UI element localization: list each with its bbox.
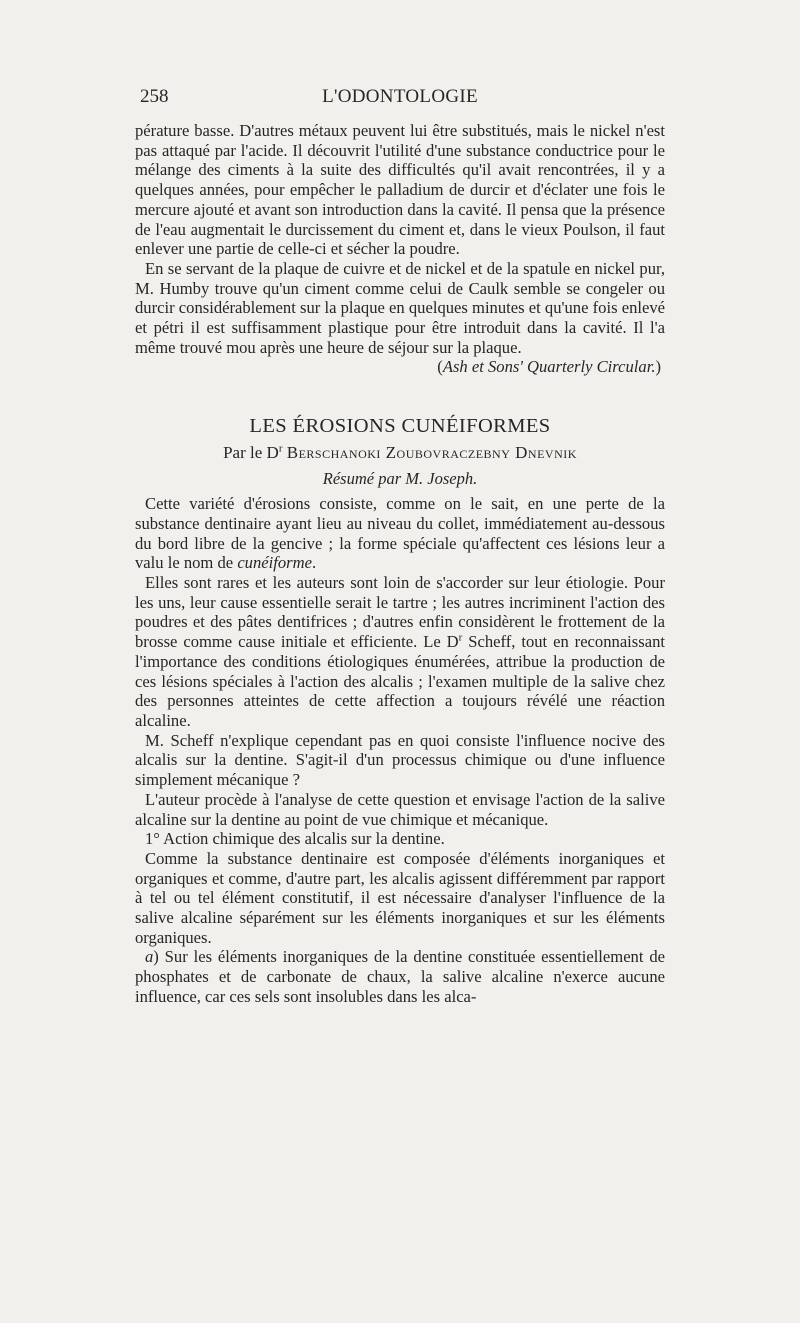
byline-author: Berschanoki Zoubovraczebny Dnevnik <box>286 442 577 462</box>
paragraph-text: Scheff, tout en reconnaissant l'importance des conditions étiologiques énumérées, attribue la production de ces lésions spéciales à l'action des alcalis ; l'examen multiple de la salive chez des personnes atteintes de cette affection a toujours révélé une réaction alcaline. <box>135 632 665 730</box>
section-heading: 1° Action chimique des alcalis sur la dentine. <box>145 829 445 849</box>
paragraph-text: ) Sur les éléments inorganiques de la dentine constituée essentiellement de phosphates et de carbonate de chaux, la salive alcaline n'exerce aucune influence, car ces sels sont insolubles dans les alca- <box>135 947 665 1006</box>
citation-source: Ash et Sons' Quarterly Circular. <box>442 357 656 377</box>
citation-close: ) <box>655 357 661 377</box>
paragraph-text: Elles sont rares et les auteurs sont loin de s'accorder sur leur étiologie. Pour les uns, leur cause essentielle serait le tartre ; les autres incriminent l'action des poudres et des pâtes dentifrices ; d'autres enfin considèrent le frottement de la brosse comme cause initiale et efficiente. Le D <box>135 573 665 652</box>
running-title: L'ODONTOLOGIE <box>322 86 478 107</box>
article-title: LES ÉROSIONS CUNÉIFORMES <box>249 415 551 438</box>
paragraph: L'auteur procède à l'analyse de cette question et envisage l'action de la salive alcaline sur la dentine au point de vue chimique et mécanique. <box>135 789 665 829</box>
paragraph-text: Cette variété d'érosions consiste, comme on le sait, en une perte de la substance dentinaire ayant lieu au niveau du collet, immédiatement au-dessous du bord libre de la gencive ; la forme spéciale qu'affectent ces lésions leur a valu le nom de <box>135 494 665 573</box>
page-number: 258 <box>140 86 169 107</box>
italic-term: cunéiforme <box>237 553 312 573</box>
page-body <box>135 121 665 1007</box>
paragraph: M. Scheff n'explique cependant pas en quoi consiste l'influence nocive des alcalis sur la dentine. S'agit-il d'un processus chimique ou d'une influence simplement mécanique ? <box>135 730 665 790</box>
paragraph <box>135 573 665 731</box>
paragraph: pérature basse. D'autres métaux peuvent lui être substitués, mais le nickel n'est pas attaqué par l'acide. Il découvrit l'utilité d'une substance conductrice pour le mélange des ciments à la suite des difficultés qu'il avait rencontrées, il y a quelques années, pour empêcher le palladium de durcir et d'éclater une fois le mercure ajouté et avant son introduction dans la cavité. Il pensa que la présence de l'eau augmentait le durcissement du ciment et, dans le vieux Poulson, il faut enlever une partie de celle-ci et sécher la poudre. <box>135 121 665 259</box>
list-label: a <box>145 947 154 967</box>
paragraph <box>135 494 665 573</box>
page-header <box>136 86 664 112</box>
paragraph <box>135 947 665 1006</box>
paragraph-text: . <box>311 553 317 573</box>
citation <box>135 357 665 377</box>
byline-superscript: r <box>278 442 283 455</box>
paragraph: Comme la substance dentinaire est composée d'éléments inorganiques et organiques et comme, d'autre part, les alcalis agissent différemment par rapport à tel ou tel élément constitutif, il est nécessaire d'analyser l'influence de la salive alcaline séparément sur les éléments inorganiques et sur les éléments organiques. <box>135 848 665 947</box>
article-summary-credit: Résumé par M. Joseph. <box>322 468 478 488</box>
citation-open: ( <box>437 357 443 377</box>
article-byline <box>135 443 665 463</box>
superscript: r <box>458 631 463 644</box>
paragraph: En se servant de la plaque de cuivre et de nickel et de la spatule en nickel pur, M. Humby trouve qu'un ciment comme celui de Caulk semble se congeler ou durcir considérablement sur la plaque en quelques minutes et qu'une fois enlevé et pétri il est suffisamment plastique pour être introduit dans la cavité. Il l'a même trouvé mou après une heure de séjour sur la plaque. <box>135 258 665 357</box>
byline-prefix: Par le D <box>223 442 279 462</box>
